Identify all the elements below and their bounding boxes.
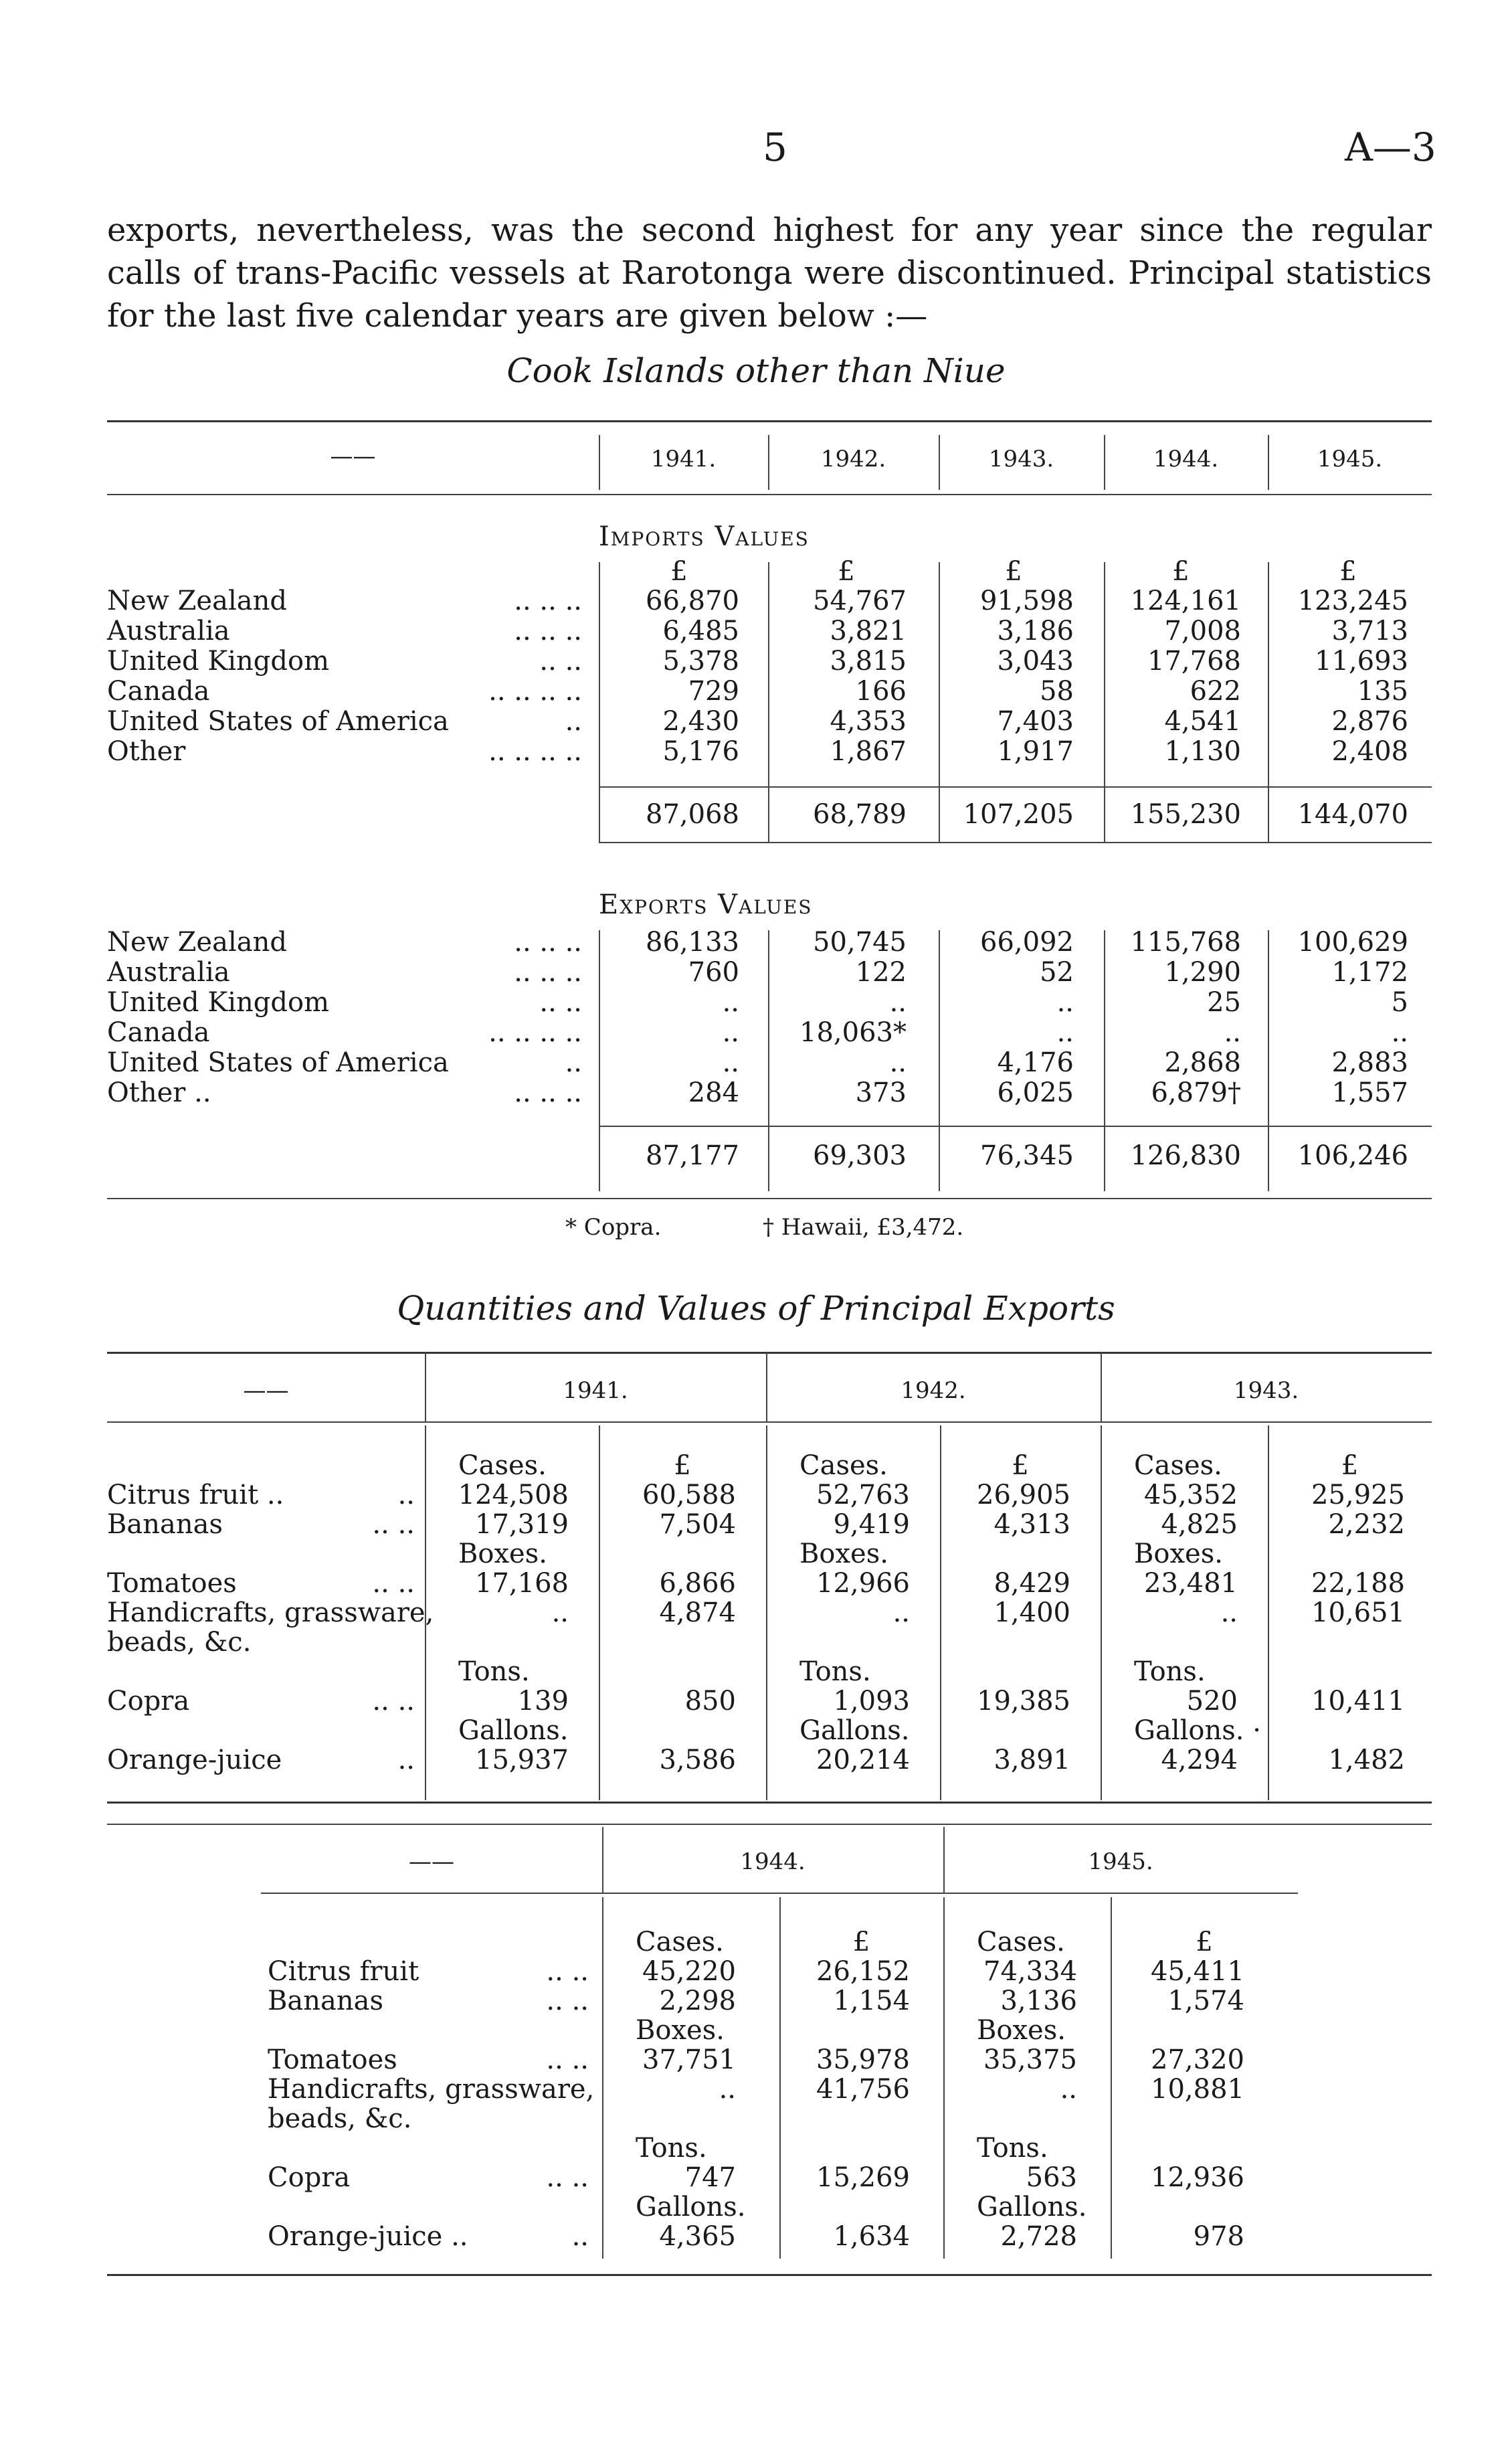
value-cell: 25,925	[1311, 1480, 1405, 1510]
rule	[261, 1893, 1298, 1894]
value-cell: 66,092	[980, 927, 1074, 958]
value-cell: 2,430	[662, 706, 739, 737]
value-cell: 373	[855, 1077, 907, 1108]
value-cell: 54,767	[813, 586, 907, 616]
imports-section-title: Imports Values	[599, 521, 810, 552]
column-rule	[943, 1827, 945, 1893]
value-cell: 15,269	[816, 2162, 910, 2193]
stub-header: ——	[330, 443, 376, 470]
value-cell: 86,133	[646, 927, 739, 958]
exports-total: 76,345	[980, 1140, 1074, 1171]
value-cell: 3,043	[997, 646, 1074, 677]
row-label: Other	[107, 736, 186, 767]
imports-total: 87,068	[646, 799, 739, 830]
footnote-copra: * Copra.	[565, 1214, 662, 1241]
value-cell: 3,186	[997, 616, 1074, 646]
value-cell: 1,574	[1167, 1986, 1244, 2016]
dot-leader: .. ..	[546, 1986, 589, 2016]
year-header-1945: 1945.	[1088, 1848, 1153, 1875]
column-rule	[943, 1897, 945, 2259]
value-cell: 1,172	[1331, 957, 1408, 988]
value-cell: ..	[719, 2074, 736, 2105]
value-cell: 25	[1207, 987, 1241, 1018]
intro-paragraph: exports, nevertheless, was the second highest for any year since the regular calls of trans-Pacific vessels at Rarotonga were discontinued. Principal statistics for the last five calendar years are given below :—	[107, 211, 1432, 335]
value-cell: 26,152	[816, 1956, 910, 1987]
value-cell: 2,876	[1331, 706, 1408, 737]
value-cell: 139	[517, 1686, 569, 1717]
value-cell: 5,378	[662, 646, 739, 677]
imports-total: 155,230	[1130, 799, 1241, 830]
currency-symbol: £	[838, 556, 855, 587]
value-cell: 4,176	[997, 1047, 1074, 1078]
column-rule	[1111, 1897, 1112, 2259]
value-cell: 6,879†	[1151, 1077, 1241, 1108]
value-cell: 7,504	[659, 1509, 736, 1540]
value-cell: 22,188	[1311, 1568, 1405, 1599]
row-label: United States of America	[107, 1047, 449, 1078]
document-reference: A—3	[1345, 124, 1436, 170]
value-cell: 1,154	[833, 1986, 910, 2016]
value-cell: 35,375	[983, 2044, 1077, 2075]
dot-leader: .. ..	[546, 2044, 589, 2075]
value-cell: ..	[1391, 1017, 1408, 1048]
value-cell: 18,063*	[799, 1017, 907, 1048]
imports-total: 144,070	[1297, 799, 1408, 830]
currency-symbol: £	[1172, 556, 1190, 587]
value-cell: 50,745	[813, 927, 907, 958]
value-cell: ..	[1056, 987, 1074, 1018]
value-cell: 91,598	[980, 586, 1074, 616]
value-cell: 17,319	[475, 1509, 569, 1540]
currency-symbol: £	[1005, 556, 1022, 587]
value-cell: 124,161	[1130, 586, 1241, 616]
unit-label: Cases.	[977, 1927, 1065, 1957]
row-label: United States of America	[107, 706, 449, 737]
row-label: United Kingdom	[107, 646, 329, 677]
value-cell: 12,966	[816, 1568, 910, 1599]
currency-symbol: £	[1339, 556, 1357, 587]
value-cell: 4,294	[1161, 1745, 1238, 1775]
unit-label: Boxes.	[636, 2015, 725, 2046]
imports-total: 107,205	[963, 799, 1074, 830]
value-cell: 1,557	[1331, 1077, 1408, 1108]
unit-label: Cases.	[458, 1450, 547, 1481]
value-cell: 12,936	[1151, 2162, 1244, 2193]
row-label: Australia	[107, 616, 230, 646]
unit-label: Tons.	[799, 1656, 871, 1687]
value-cell: ..	[551, 1597, 569, 1628]
row-label: United Kingdom	[107, 987, 329, 1018]
row-label: Other ..	[107, 1077, 211, 1108]
unit-label: Gallons.	[458, 1715, 569, 1746]
unit-label: Boxes.	[458, 1539, 547, 1569]
value-cell: 66,870	[646, 586, 739, 616]
currency-symbol: £	[670, 556, 688, 587]
value-cell: 1,093	[833, 1686, 910, 1717]
value-cell: 27,320	[1151, 2044, 1244, 2075]
year-header-1944: 1944.	[1153, 446, 1219, 472]
row-label: beads, &c.	[268, 2103, 412, 2134]
value-cell: 978	[1193, 2221, 1244, 2252]
row-label: Tomatoes	[107, 1568, 237, 1599]
dot-leader: .. ..	[372, 1686, 415, 1717]
currency-symbol: £	[1341, 1450, 1359, 1481]
year-header-1942: 1942.	[901, 1377, 966, 1404]
row-label: Orange-juice ..	[268, 2221, 468, 2252]
dot-leader: .. ..	[546, 1956, 589, 1987]
value-cell: 284	[688, 1077, 739, 1108]
value-cell: 6,025	[997, 1077, 1074, 1108]
row-label: Australia	[107, 957, 230, 988]
value-cell: 4,365	[659, 2221, 736, 2252]
unit-label: Gallons.	[799, 1715, 910, 1746]
currency-symbol: £	[1196, 1927, 1213, 1957]
value-cell: 9,419	[833, 1509, 910, 1540]
value-cell: 123,245	[1297, 586, 1408, 616]
value-cell: 4,313	[994, 1509, 1070, 1540]
unit-label: Tons.	[636, 2133, 707, 2164]
value-cell: ..	[1060, 2074, 1077, 2105]
dot-leader: .. .. .. ..	[488, 676, 582, 707]
value-cell: 35,978	[816, 2044, 910, 2075]
year-header-1941: 1941.	[563, 1377, 628, 1404]
value-cell: ..	[722, 1017, 739, 1048]
stub-header: ——	[409, 1848, 454, 1875]
value-cell: 1,290	[1164, 957, 1241, 988]
unit-label: Cases.	[636, 1927, 724, 1957]
value-cell: 10,651	[1311, 1597, 1405, 1628]
value-cell: 115,768	[1130, 927, 1241, 958]
value-cell: 3,713	[1331, 616, 1408, 646]
value-cell: 1,634	[833, 2221, 910, 2252]
exports-total: 69,303	[813, 1140, 907, 1171]
row-label: Canada	[107, 1017, 210, 1048]
currency-symbol: £	[674, 1450, 691, 1481]
dot-leader: ..	[571, 2221, 589, 2252]
value-cell: 100,629	[1297, 927, 1408, 958]
dot-leader: ..	[397, 1745, 415, 1775]
value-cell: ..	[889, 987, 907, 1018]
value-cell: 11,693	[1315, 646, 1408, 677]
rule	[107, 1824, 1432, 1825]
value-cell: 4,541	[1164, 706, 1241, 737]
unit-label: Tons.	[977, 2133, 1048, 2164]
value-cell: 1,917	[997, 736, 1074, 767]
value-cell: 2,408	[1331, 736, 1408, 767]
dot-leader: .. ..	[539, 646, 582, 677]
value-cell: 563	[1026, 2162, 1077, 2193]
value-cell: 45,220	[642, 1956, 736, 1987]
value-cell: 45,352	[1144, 1480, 1238, 1510]
value-cell: 7,403	[997, 706, 1074, 737]
value-cell: 4,353	[830, 706, 907, 737]
currency-symbol: £	[852, 1927, 870, 1957]
value-cell: 10,411	[1311, 1686, 1405, 1717]
row-label: Canada	[107, 676, 210, 707]
dot-leader: .. .. ..	[514, 616, 582, 646]
value-cell: ..	[892, 1597, 910, 1628]
row-label: Bananas	[268, 1986, 383, 2016]
column-rule	[602, 1897, 603, 2259]
dot-leader: ..	[565, 706, 582, 737]
dot-leader: .. ..	[539, 987, 582, 1018]
value-cell: 3,821	[830, 616, 907, 646]
table2-caption: Quantities and Values of Principal Exports	[397, 1289, 1115, 1328]
value-cell: 124,508	[458, 1480, 569, 1510]
dot-leader: .. ..	[546, 2162, 589, 2193]
value-cell: 2,232	[1328, 1509, 1405, 1540]
value-cell: 3,891	[994, 1745, 1070, 1775]
unit-label: Cases.	[1134, 1450, 1222, 1481]
page-number: 5	[763, 124, 787, 170]
value-cell: 4,874	[659, 1597, 736, 1628]
value-cell: ..	[722, 987, 739, 1018]
row-label: beads, &c.	[107, 1627, 252, 1658]
unit-label: Tons.	[1134, 1656, 1206, 1687]
exports-total: 106,246	[1297, 1140, 1408, 1171]
exports-total: 126,830	[1130, 1140, 1241, 1171]
value-cell: 45,411	[1151, 1956, 1244, 1987]
row-label: Orange-juice	[107, 1745, 282, 1775]
row-label: Tomatoes	[268, 2044, 397, 2075]
value-cell: 1,130	[1164, 736, 1241, 767]
unit-label: Gallons. ·	[1134, 1715, 1261, 1746]
value-cell: ..	[1056, 1017, 1074, 1048]
value-cell: ..	[1224, 1017, 1241, 1048]
value-cell: 37,751	[642, 2044, 736, 2075]
dot-leader: .. .. ..	[514, 927, 582, 958]
value-cell: 41,756	[816, 2074, 910, 2105]
rule	[107, 2274, 1432, 2276]
value-cell: 3,815	[830, 646, 907, 677]
imports-total: 68,789	[813, 799, 907, 830]
value-cell: 17,768	[1147, 646, 1241, 677]
year-header-1944: 1944.	[740, 1848, 806, 1875]
row-label: Citrus fruit	[268, 1956, 419, 1987]
unit-label: Cases.	[799, 1450, 888, 1481]
unit-label: Boxes.	[1134, 1539, 1223, 1569]
value-cell: 20,214	[816, 1745, 910, 1775]
value-cell: 166	[855, 676, 907, 707]
value-cell: 2,298	[659, 1986, 736, 2016]
value-cell: 15,937	[475, 1745, 569, 1775]
dot-leader: .. .. .. ..	[488, 736, 582, 767]
unit-label: Boxes.	[799, 1539, 888, 1569]
currency-symbol: £	[1012, 1450, 1029, 1481]
value-cell: 8,429	[994, 1568, 1070, 1599]
dot-leader: .. .. ..	[514, 1077, 582, 1108]
value-cell: 4,825	[1161, 1509, 1238, 1540]
year-header-1942: 1942.	[820, 446, 886, 472]
value-cell: ..	[722, 1047, 739, 1078]
row-label: Copra	[268, 2162, 351, 2193]
value-cell: 5	[1391, 987, 1408, 1018]
value-cell: 1,482	[1328, 1745, 1405, 1775]
value-cell: 74,334	[983, 1956, 1077, 1987]
unit-label: Gallons.	[636, 2192, 746, 2222]
year-header-1943: 1943.	[988, 446, 1054, 472]
value-cell: 52	[1040, 957, 1074, 988]
value-cell: 3,586	[659, 1745, 736, 1775]
year-header-1941: 1941.	[650, 446, 717, 472]
value-cell: 52,763	[816, 1480, 910, 1510]
exports-total: 87,177	[646, 1140, 739, 1171]
value-cell: 2,728	[1000, 2221, 1077, 2252]
dot-leader: .. .. ..	[514, 957, 582, 988]
dot-leader: ..	[397, 1480, 415, 1510]
value-cell: 520	[1186, 1686, 1238, 1717]
dot-leader: .. .. .. ..	[488, 1017, 582, 1048]
dot-leader: .. ..	[372, 1509, 415, 1540]
row-label: Citrus fruit ..	[107, 1480, 284, 1510]
row-label: Bananas	[107, 1509, 223, 1540]
dot-leader: .. ..	[372, 1568, 415, 1599]
dot-leader: ..	[565, 1047, 582, 1078]
value-cell: 1,400	[994, 1597, 1070, 1628]
value-cell: 135	[1357, 676, 1408, 707]
value-cell: 58	[1040, 676, 1074, 707]
value-cell: 747	[684, 2162, 736, 2193]
value-cell: 17,168	[475, 1568, 569, 1599]
unit-label: Gallons.	[977, 2192, 1087, 2222]
footnote-hawaii: † Hawaii, £3,472.	[763, 1214, 964, 1241]
column-rule	[602, 1827, 603, 1893]
year-header-1943: 1943.	[1233, 1377, 1299, 1404]
value-cell: 760	[688, 957, 739, 988]
dot-leader: .. .. ..	[514, 586, 582, 616]
row-label: Copra	[107, 1686, 190, 1717]
value-cell: 23,481	[1144, 1568, 1238, 1599]
value-cell: 5,176	[662, 736, 739, 767]
exports-section-title: Exports Values	[599, 889, 813, 920]
value-cell: 622	[1190, 676, 1241, 707]
stub-header: ——	[243, 1377, 289, 1404]
value-cell: 19,385	[977, 1686, 1070, 1717]
value-cell: 6,485	[662, 616, 739, 646]
value-cell: 729	[688, 676, 739, 707]
value-cell: 3,136	[1000, 1986, 1077, 2016]
value-cell: 1,867	[830, 736, 907, 767]
value-cell: 2,868	[1164, 1047, 1241, 1078]
value-cell: 26,905	[977, 1480, 1070, 1510]
unit-label: Boxes.	[977, 2015, 1066, 2046]
value-cell: 850	[684, 1686, 736, 1717]
value-cell: ..	[1220, 1597, 1238, 1628]
unit-label: Tons.	[458, 1656, 530, 1687]
value-cell: 7,008	[1164, 616, 1241, 646]
value-cell: 122	[855, 957, 907, 988]
column-rule	[779, 1897, 781, 2259]
value-cell: 2,883	[1331, 1047, 1408, 1078]
row-label: New Zealand	[107, 586, 287, 616]
row-label: Handicrafts, grassware,	[268, 2074, 595, 2105]
year-header-1945: 1945.	[1317, 446, 1383, 472]
value-cell: 6,866	[659, 1568, 736, 1599]
row-label: Handicrafts, grassware,	[107, 1597, 434, 1628]
value-cell: 10,881	[1151, 2074, 1244, 2105]
value-cell: 60,588	[642, 1480, 736, 1510]
row-label: New Zealand	[107, 927, 287, 958]
value-cell: ..	[889, 1047, 907, 1078]
table1-caption: Cook Islands other than Niue	[506, 351, 1006, 390]
